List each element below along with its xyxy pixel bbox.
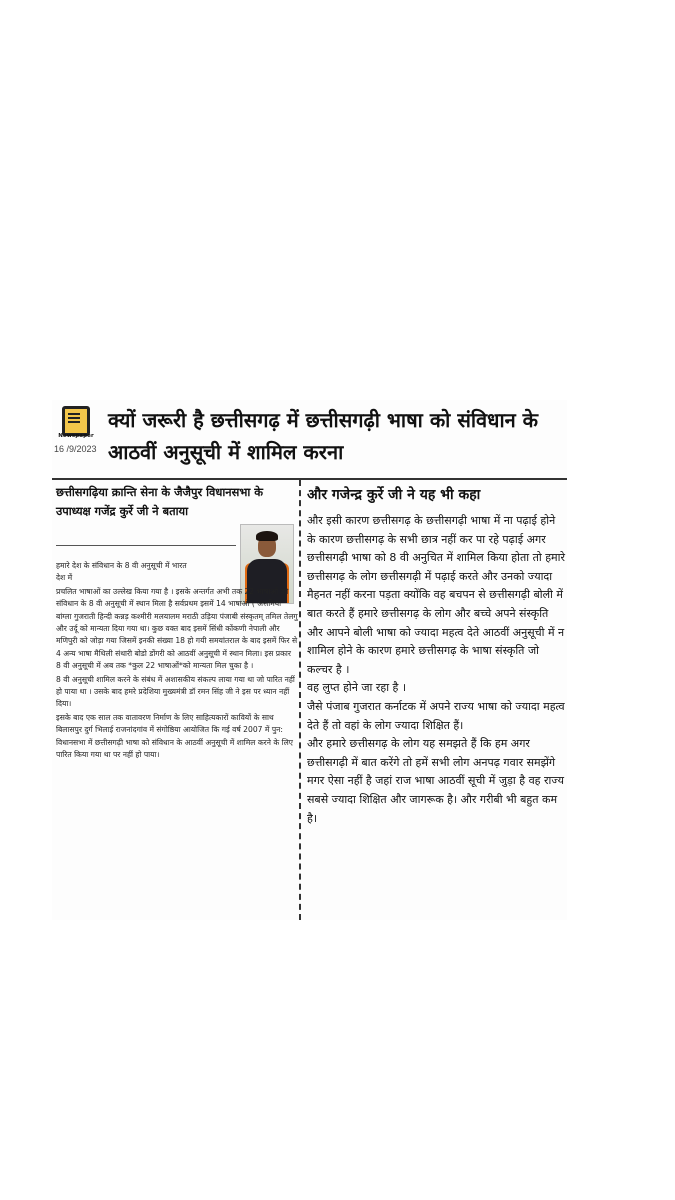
left-paragraph: प्रचलित भाषाओं का उल्लेख किया गया है । इसके अन्तर्गत अभी तक 22 भाषाओं को संविधान के 8 वी अनुसूची में स्थान मिला है सर्वप्रथम इसमें 14 भाषाओं ( असमिया बांग्ला गुजराती हिन्दी कन्नड़ कश्मीरी मलयालम मराठी उड़िया पंजाबी संस्कृतम् तमिल तेलगु और उर्दू को मान्यता दिया गया था। कुछ वक्त बाद इसमें सिंधी कोंकणी नेपाली और मणिपुरी को जोड़ा गया जिसमें इनकी संख्या 18 हो गयी समयांतराल के बाद इसमें फिर से 4 अन्य भाषा मैथिली संथारी बोडो डोंगरी को आठवीं अनुसूची में स्थान मिला। इस प्रकार 8 वी अनुसूची में अब तक *कुल 22 भाषाओं*को मान्यता मिल चुका है । <box>56 586 298 671</box>
right-paragraph: वह लुप्त होने जा रहा है । <box>307 681 407 695</box>
article-title: क्यों जरूरी है छत्तीसगढ़ में छत्तीसगढ़ी भाषा को संविधान के आठवीं अनुसूची में शामिल करना <box>108 408 539 464</box>
right-paragraph: जैसे पंजाब गुजरात कर्नाटक में अपने राज्य भाषा को ज्यादा महत्व देते हैं तो वहां के लोग ज्यादा शिक्षित हैं। <box>307 699 565 732</box>
column-divider <box>299 480 301 920</box>
left-paragraph: इसके बाद एक साल तक वातावरण निर्माण के लिए साहित्यकारों कावियों के साथ बिलासपुर दुर्ग भिलाई राजनांदगांव में संगोष्ठिया आयोजित कि गई वर्ष 2007 में पुन: विधानसभा में छत्तीसगढ़ी भाषा को संविधान के आठवीं अनुसूची में शामिल करने के लिए पारित किया गया था पर नहीं हो पाया। <box>56 712 293 760</box>
newspaper-clipping <box>52 400 567 920</box>
left-intro-text: हमारे देश के संविधान के 8 वी अनुसूची में भारत देश में <box>56 561 187 583</box>
article-date: 16 /9/2023 <box>54 444 97 454</box>
left-paragraph: 8 वी अनुसूची शामिल करने के संबंध में अशासकीय संकल्प लाया गया था जो पारित नहीं हो पाया था । उसके बाद हमरे प्रदेशिया मुख्यमंत्री डॉ रमन सिंह जी ने इस पर ध्यान नहीं दिया। <box>56 674 295 709</box>
left-column-body <box>56 560 298 763</box>
right-paragraph: और इसी कारण छत्तीसगढ़ के छत्तीसगढ़ी भाषा में ना पढ़ाई होने के कारण छत्तीसगढ़ के सभी छात्र नहीं कर पा रहे पढ़ाई अगर छत्तीसगढ़ी भाषा को 8 वी अनुचित में शामिल किया होता तो हमारे छत्तीसगढ़ के लोग छत्तीसगढ़ी में पढ़ाई करते और उनको ज्यादा मैहनत नहीं करना पड़ता क्योंकि वह बचपन से छत्तीसगढ़ी बोली में बात करते हैं हमारे छत्तीसगढ़ के लोग और बच्चे अपने संस्कृति और आपने बोली भाषा को ज्यादा महत्व देते आठवीं अनुसूची में न शामिल होने के कारण हमारे छत्तीसगढ़ के भाषा संस्कृति जो कल्चर है । <box>307 514 565 676</box>
right-paragraph: और हमारे छत्तीसगढ़ के लोग यह समझते हैं कि हम अगर छत्तीसगढ़ी में बात करेंगे तो हमें सभी लोग अनपढ़ गवार समझेंगे मगर ऐसा नहीं है जहां राज भाषा आठवीं सूची में जुड़ा है वह राज्य सबसे ज्यादा शिक्षित और जागरूक है। और गरीबी भी बहुत कम है। <box>307 737 565 825</box>
heading-underline <box>56 545 236 546</box>
logo-text: Newspaper <box>58 433 94 439</box>
right-column-body <box>307 512 565 828</box>
right-column-heading: और गजेन्द्र कुर्रे जी ने यह भी कहा <box>307 487 481 503</box>
newspaper-logo <box>58 406 92 440</box>
newspaper-icon <box>62 406 90 436</box>
title-divider <box>52 478 567 480</box>
left-column-heading: छत्तीसगढ़िया क्रान्ति सेना के जैजैपुर विधानसभा के उपाध्यक्ष गजेंद्र कुर्रे जी ने बताया <box>56 485 264 518</box>
